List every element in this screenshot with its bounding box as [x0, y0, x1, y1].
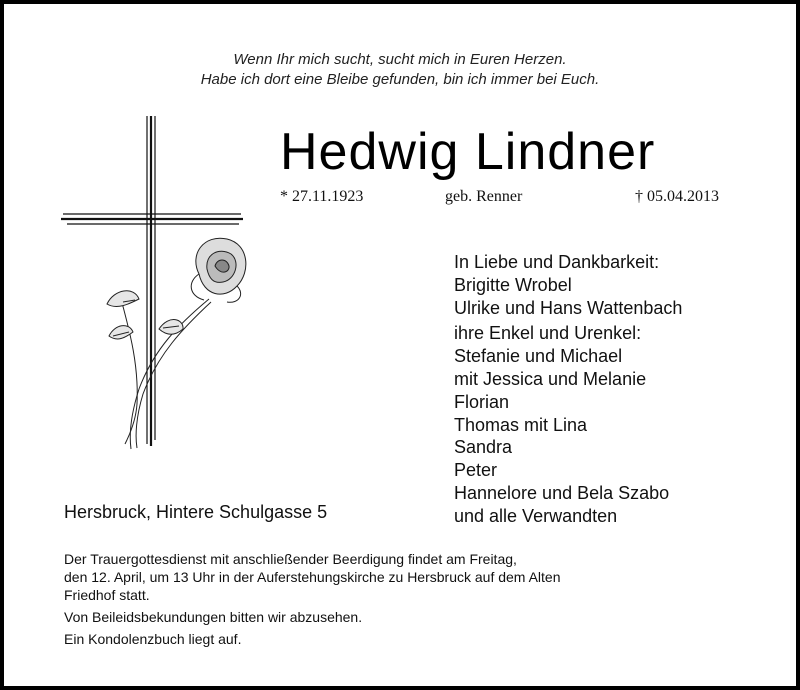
verse	[4, 50, 796, 90]
rose-icon	[107, 238, 246, 449]
service-line-2: den 12. April, um 13 Uhr in der Auferstehungskirche zu Hersbruck auf dem Alten	[64, 569, 561, 585]
mourners-list	[454, 251, 682, 528]
mourner-name: Peter	[454, 460, 498, 481]
grandchildren-heading: ihre Enkel und Urenkel:	[454, 323, 642, 344]
condolences-note: Von Beileidsbekundungen bitten wir abzusehen.	[64, 609, 363, 625]
mourner-name: Stefanie und Michael	[454, 346, 623, 367]
mourner-name: Sandra	[454, 437, 513, 458]
birth-date: * 27.11.1923	[280, 188, 364, 205]
mourners-heading: In Liebe und Dankbarkeit:	[454, 252, 660, 272]
mourner-name: Hannelore und Bela Szabo	[454, 482, 670, 503]
cross-rose-illustration	[59, 114, 259, 494]
mourner-name: Ulrike und Hans Wattenbach	[454, 297, 683, 318]
verse-line-1: Wenn Ihr mich sucht, sucht mich in Euren Herzen.	[233, 51, 567, 68]
condolence-book-note: Ein Kondolenzbuch liegt auf.	[64, 631, 242, 647]
death-date: † 05.04.2013	[635, 188, 719, 205]
mourner-name: Thomas mit Lina	[454, 414, 588, 435]
funeral-notes	[64, 550, 764, 652]
mourner-name: Brigitte Wrobel	[454, 274, 572, 295]
service-line-3: Friedhof statt.	[64, 587, 150, 603]
maiden-name: geb. Renner	[445, 188, 523, 205]
address: Hersbruck, Hintere Schulgasse 5	[64, 502, 328, 522]
service-info	[64, 550, 764, 604]
mourner-name: Florian	[454, 391, 510, 412]
deceased-name: Hedwig Lindner	[280, 123, 656, 181]
mourner-name: und alle Verwandten	[454, 505, 618, 526]
verse-line-2: Habe ich dort eine Bleibe gefunden, bin ich immer bei Euch.	[200, 71, 600, 88]
mourner-name: mit Jessica und Melanie	[454, 368, 647, 389]
service-line-1: Der Trauergottesdienst mit anschließender Beerdigung findet am Freitag,	[64, 551, 517, 567]
